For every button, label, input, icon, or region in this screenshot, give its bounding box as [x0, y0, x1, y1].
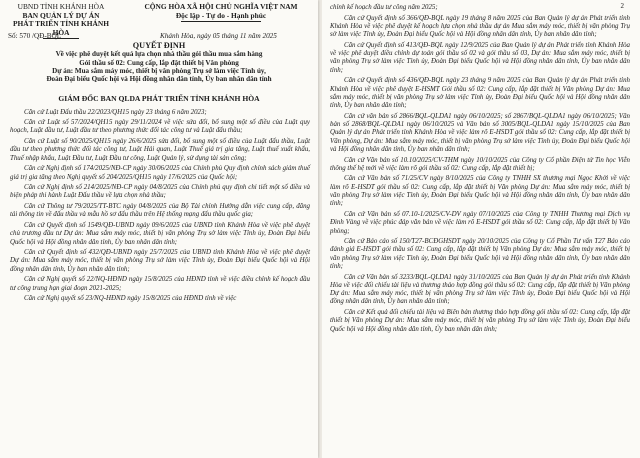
legal-basis-paragraph: Căn cứ Nghị định số 214/2025/NĐ-CP ngày 04/8/2025 của Chính phủ quy định chi tiết một số điều và biện pháp thi hành Luật Đấu thầu về lựa chọn nhà thầu;: [10, 184, 310, 200]
legal-basis-paragraph: Căn cứ văn bản số 2866/BQL-QLDA1 ngày 06/10/2025; số 2867/BQL-QLDA1 ngày 06/10/2025; Văn bản số 2868/BQL-QLDA1 ngày 06/10/2025 và Văn bản số 3005/BQL-QLDA1 ngày 15/10/2025 của Ban Quản lý dự án Phát triển tỉnh Khánh Hòa về việc làm rõ E-HSDT gói thầu số 02: Cung cấp, lắp đặt thiết bị Văn phòng, Dự án: Mua sắm máy móc, thiết bị văn phòng Trụ sở làm việc Tỉnh ủy, Đoàn Đại biểu Quốc hội và Hội đồng nhân dân tỉnh, Ủy ban nhân dân tỉnh;: [330, 112, 630, 153]
document-page-2: [322, 0, 640, 458]
legal-basis-paragraph: Căn cứ Luật số 57/2024/QH15 ngày 29/11/2024 về việc sửa đổi, bổ sung một số điều của Luật quy hoạch, Luật đầu tư, Luật đầu tư theo phương thức đối tác công tư và Luật đấu thầu;: [10, 119, 310, 135]
legal-basis-paragraph: chỉnh kế hoạch đầu tư công năm 2025;: [330, 4, 438, 11]
page-number: 2: [620, 2, 624, 10]
legal-basis-paragraph: Căn cứ Luật số 90/2025/QH15 ngày 26/6/2025 sửa đổi, bổ sung một số điều của Luật đấu thầu, Luật đầu tư theo phương thức đối tác công tư, Luật Hải quan, Luật Thuế giá trị gia tăng, Luật thuế xuất khẩu, Thuế nhập khẩu, Luật Đầu tư, Luật Đầu tư công, Luật Quản lý, sử dụng tài sản công;: [10, 138, 310, 162]
legal-basis-paragraph: Căn cứ Văn bản số 71/25/CV ngày 8/10/2025 của Công ty TNHH SX thương mại Ngọc Khởi về việc làm rõ E-HSDT gói thầu số 02: Cung cấp, lắp đặt thiết bị Văn phòng Dự án: Mua sắm máy móc, thiết bị văn phòng Trụ sở làm việc Tỉnh ủy, Đoàn Đại biểu Quốc hội và Hội đồng nhân dân tỉnh, Ủy ban nhân dân tỉnh;: [330, 175, 630, 208]
legal-basis-paragraph: Căn cứ Nghị quyết số 23/NQ-HĐND ngày 15/8/2025 của HĐND tỉnh về việc: [24, 295, 237, 303]
legal-basis-paragraph: Căn cứ Thông tư 79/2025/TT-BTC ngày 04/8/2025 của Bộ Tài chính Hướng dẫn việc cung cấp, đăng tải thông tin về đấu thầu và mẫu hồ sơ đấu thầu trên Hệ thống mạng đấu thầu quốc gia;: [10, 203, 310, 219]
country-name: CỘNG HÒA XÃ HỘI CHỦ NGHĨA VIỆT NAM: [144, 2, 298, 11]
document-title: QUYẾT ĐỊNH: [132, 41, 186, 50]
subject-line-1: Về việc phê duyệt kết quả lựa chọn nhà thầu gói thầu mua sắm hàng: [55, 50, 263, 59]
subject-line-3: Dự án: Mua sắm máy móc, thiết bị văn phòng Trụ sở làm việc Tỉnh ủy,: [52, 67, 266, 75]
legal-basis-list: [0, 109, 318, 304]
legal-basis-list-continued: [322, 0, 640, 334]
legal-basis-paragraph: Căn cứ Quyết định số 366/QĐ-BQL ngày 19 tháng 8 năm 2025 của Ban Quản lý dự án Phát triển tỉnh Khánh Hòa về việc phê duyệt kế hoạch lựa chọn nhà thầu dự án Mua sắm máy móc, thiết bị văn phòng Trụ sở làm việc Tỉnh ủy, Đoàn Đại biểu Quốc hội và Hội đồng nhân dân tỉnh, Ủy ban nhân dân tỉnh;: [330, 14, 630, 39]
legal-basis-paragraph: Căn cứ Văn bản số 10.10/2025/CV-THM ngày 10/10/2025 của Công ty Cổ phần Điện tử Tin học Viễn thông thế hệ mới về việc làm rõ gói thầu số 02: Cung cấp, lắp đặt thiết bị;: [330, 156, 630, 172]
agency-parent: UBND TỈNH KHÁNH HÒA: [17, 2, 105, 11]
document-header: [0, 0, 318, 42]
motto: Độc lập - Tự do - Hạnh phúc: [175, 10, 267, 20]
subject-line-4: Đoàn Đại biểu Quốc hội và Hội đồng nhân dân tỉnh, Ủy ban nhân dân tỉnh: [46, 75, 272, 84]
document-number: Số: 570 /QĐ-BQL: [8, 32, 62, 40]
authority-heading: GIÁM ĐỐC BAN QLDA PHÁT TRIỂN TỈNH KHÁNH HÒA: [58, 93, 260, 103]
document-page-1: [0, 0, 318, 458]
legal-basis-paragraph: Căn cứ Nghị quyết số 22/NQ-HĐND ngày 15/8/2025 của HĐND tỉnh về việc điều chỉnh kế hoạch đầu tư công trung hạn giai đoạn 2021-2025;: [10, 276, 310, 292]
legal-basis-paragraph: Căn cứ Quyết định số 436/QĐ-BQL ngày 23 tháng 9 năm 2025 của Ban Quản lý dự án Phát triển tỉnh Khánh Hòa về việc phê duyệt E-HSMT Gói thầu số 02: Cung cấp, lắp đặt thiết bị Văn phòng Dự án: Mua sắm máy móc, thiết bị văn phòng Trụ sở làm việc Tỉnh ủy, Đoàn Đại biểu Quốc hội và Hội đồng nhân dân tỉnh, Ủy ban nhân dân tỉnh;: [330, 77, 630, 110]
national-motto: [128, 3, 314, 22]
agency-name-line1: BAN QUẢN LÝ DỰ ÁN: [22, 10, 100, 20]
legal-basis-paragraph: Căn cứ Kết quả đối chiếu tài liệu và Biên bản thương thảo hợp đồng gói thầu số 02: Cung cấp, lắp đặt thiết bị Văn phòng Dự án: Mua sắm máy móc, thiết bị văn phòng Trụ sở làm việc Tỉnh ủy, Đoàn Đại biểu Quốc hội và Hội đồng nhân dân tỉnh, Ủy ban nhân dân tỉnh;: [330, 309, 630, 333]
legal-basis-paragraph: Căn cứ Quyết định số 432/QĐ-UBND ngày 25/7/2025 của UBND tỉnh Khánh Hòa về việc phê duyệt Dự án: Mua sắm máy móc, thiết bị văn phòng Trụ sở làm việc Tỉnh ủy, Đoàn Đại biểu Quốc hội và Hội đồng nhân dân tỉnh, Ủy ban nhân dân tỉnh;: [10, 249, 310, 273]
legal-basis-paragraph: Căn cứ Báo cáo số 150/T27-BCĐGHSDT ngày 20/10/2025 của Công ty Cổ Phần Tư vấn T27 Báo cáo đánh giá E-HSDT gói thầu số 02: Cung cấp, lắp đặt thiết bị Văn phòng Dự án: Mua sắm máy móc, thiết bị văn phòng Trụ sở làm việc Tỉnh ủy, Đoàn Đại biểu Quốc hội và Hội đồng nhân dân tỉnh, Ủy ban nhân dân tỉnh;: [330, 238, 630, 270]
agency-name-line2: PHÁT TRIỂN TỈNH KHÁNH HÒA: [13, 19, 109, 37]
legal-basis-paragraph: Căn cứ Quyết định số 413/QĐ-BQL ngày 12/9/2025 của Ban Quản lý dự án Phát triển tỉnh Khánh Hòa về việc phê duyệt điều chỉnh dự toán gói thầu số 02 và gói thầu số 03, Dự án: Mua sắm máy móc, thiết bị văn phòng Trụ sở làm việc Tỉnh ủy, Đoàn Đại biểu Quốc hội và Hội đồng nhân dân tỉnh, Ủy ban nhân dân tỉnh;: [330, 41, 630, 74]
legal-basis-paragraph: Căn cứ Nghị định số 174/2025/NĐ-CP ngày 30/06/2025 của Chính phủ Quy định chính sách giảm thuế giá trị gia tăng theo Nghị quyết số 204/2025/QH15 ngày 17/6/2025 của Quốc hội;: [10, 165, 310, 181]
place-date: Khánh Hòa, ngày 05 tháng 11 năm 2025: [160, 32, 277, 40]
legal-basis-paragraph: Căn cứ Quyết định số 1549/QĐ-UBND ngày 09/6/2025 của UBND tỉnh Khánh Hòa về việc phê duyệt chủ trương đầu tư Dự án: Mua sắm máy móc, thiết bị văn phòng Trụ sở làm việc Tỉnh ủy, Đoàn Đại biểu Quốc hội và Hội đồng nhân dân tỉnh, Ủy ban nhân dân tỉnh;: [10, 221, 310, 246]
motto-underline: [181, 21, 261, 22]
legal-basis-paragraph: Căn cứ Văn bản số 07.10-1/2025/CV-DV ngày 07/10/2025 của Công ty TNHH Thương mại Dịch vụ Đình Vàng về việc phúc đáp văn bản về việc làm rõ E-HSDT gói thầu số 02: Cung cấp, lắp đặt thiết bị Văn phòng;: [330, 210, 630, 235]
subject-line-2: Gói thầu số 02: Cung cấp, lắp đặt thiết bị Văn phòng: [79, 58, 239, 67]
legal-basis-paragraph: Căn cứ Luật Đấu thầu 22/2023/QH15 ngày 23 tháng 6 năm 2023;: [24, 108, 207, 116]
legal-basis-paragraph: Căn cứ Văn bản số 3233/BQL-QLDA1 ngày 31/10/2025 của Ban Quản lý dự án Phát triển tỉnh Khánh Hòa về việc đối chiếu tài liệu và thương thảo hợp đồng gói thầu số 02: Cung cấp, lắp đặt thiết bị Văn phòng Dự án: Mua sắm máy móc, thiết bị văn phòng Trụ sở làm việc Tỉnh ủy, Đoàn Đại biểu Quốc hội và Hội đồng nhân dân tỉnh, Ủy ban nhân dân tỉnh;: [330, 273, 630, 306]
